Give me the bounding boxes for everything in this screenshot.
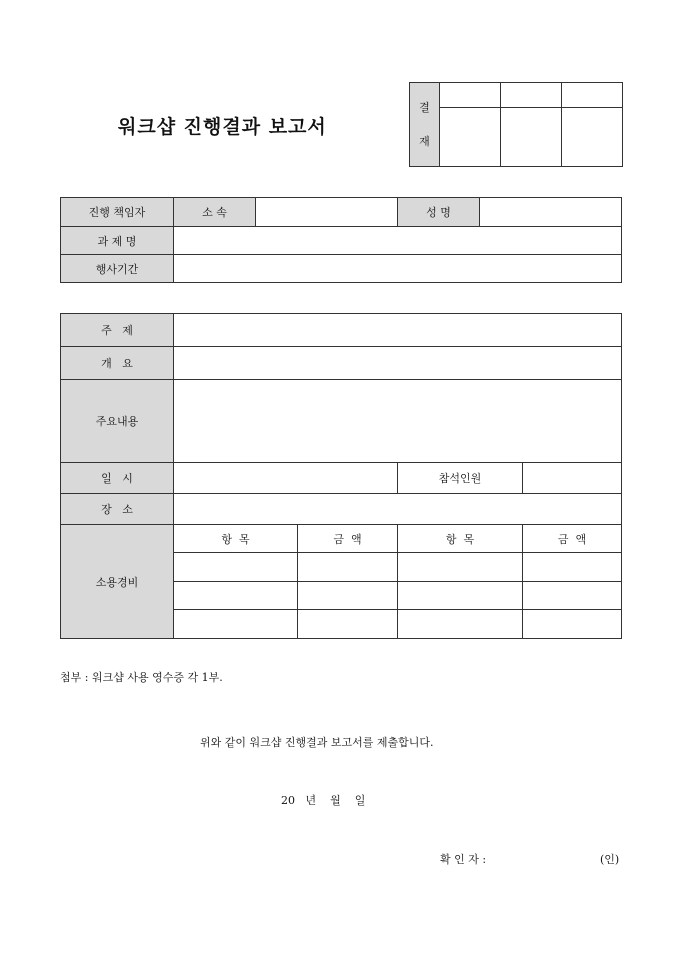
expense-amount-header: 금 액 bbox=[298, 525, 398, 553]
expense-amount-cell[interactable] bbox=[523, 610, 622, 639]
approval-header-cell bbox=[501, 83, 562, 108]
datetime-field[interactable] bbox=[174, 463, 398, 494]
page-title: 워크샵 진행결과 보고서 bbox=[118, 116, 327, 138]
attachment-note: 첨부 : 워크샵 사용 영수증 각 1부. bbox=[60, 671, 223, 684]
confirm-label: 확 인 자 : bbox=[440, 853, 487, 866]
subject-field[interactable] bbox=[174, 227, 622, 255]
content-field[interactable] bbox=[174, 380, 622, 463]
expense-item-cell[interactable] bbox=[398, 553, 523, 582]
submission-statement: 위와 같이 워크샵 진행결과 보고서를 제출합니다. bbox=[200, 736, 434, 749]
expense-amount-cell[interactable] bbox=[298, 582, 398, 610]
details-table bbox=[60, 313, 622, 639]
affiliation-field[interactable] bbox=[256, 198, 398, 227]
expense-item-cell[interactable] bbox=[174, 582, 298, 610]
expense-item-header: 항 목 bbox=[398, 525, 523, 553]
approval-box bbox=[409, 82, 623, 167]
datetime-label: 일 시 bbox=[61, 463, 174, 494]
expense-amount-cell[interactable] bbox=[523, 582, 622, 610]
date-line: 20 년 월 일 bbox=[281, 794, 366, 807]
expense-amount-cell[interactable] bbox=[298, 553, 398, 582]
topic-label: 주 제 bbox=[61, 314, 174, 347]
subject-label: 과 제 명 bbox=[61, 227, 174, 255]
approval-signature-cell[interactable] bbox=[501, 108, 562, 167]
content-label: 주요내용 bbox=[61, 380, 174, 463]
expense-amount-header: 금 액 bbox=[523, 525, 622, 553]
affiliation-label: 소 속 bbox=[174, 198, 256, 227]
expense-item-header: 항 목 bbox=[174, 525, 298, 553]
period-field[interactable] bbox=[174, 255, 622, 283]
approval-signature-cell[interactable] bbox=[440, 108, 501, 167]
expense-item-cell[interactable] bbox=[174, 553, 298, 582]
approval-header-cell bbox=[440, 83, 501, 108]
info-table bbox=[60, 197, 622, 283]
overview-field[interactable] bbox=[174, 347, 622, 380]
name-label: 성 명 bbox=[398, 198, 480, 227]
seal-label: (인) bbox=[600, 853, 620, 866]
attendees-field[interactable] bbox=[523, 463, 622, 494]
manager-label: 진행 책임자 bbox=[61, 198, 174, 227]
approval-label bbox=[410, 83, 440, 167]
approval-label-top: 결 bbox=[419, 100, 430, 114]
approval-header-cell bbox=[562, 83, 623, 108]
expense-amount-cell[interactable] bbox=[523, 553, 622, 582]
expense-amount-cell[interactable] bbox=[298, 610, 398, 639]
overview-label: 개 요 bbox=[61, 347, 174, 380]
place-field[interactable] bbox=[174, 494, 622, 525]
attendees-label: 참석인원 bbox=[398, 463, 523, 494]
approval-label-bottom: 재 bbox=[419, 134, 430, 148]
expense-label: 소용경비 bbox=[61, 525, 174, 639]
expense-item-cell[interactable] bbox=[398, 610, 523, 639]
approval-signature-cell[interactable] bbox=[562, 108, 623, 167]
topic-field[interactable] bbox=[174, 314, 622, 347]
expense-item-cell[interactable] bbox=[398, 582, 523, 610]
place-label: 장 소 bbox=[61, 494, 174, 525]
expense-item-cell[interactable] bbox=[174, 610, 298, 639]
name-field[interactable] bbox=[480, 198, 622, 227]
period-label: 행사기간 bbox=[61, 255, 174, 283]
